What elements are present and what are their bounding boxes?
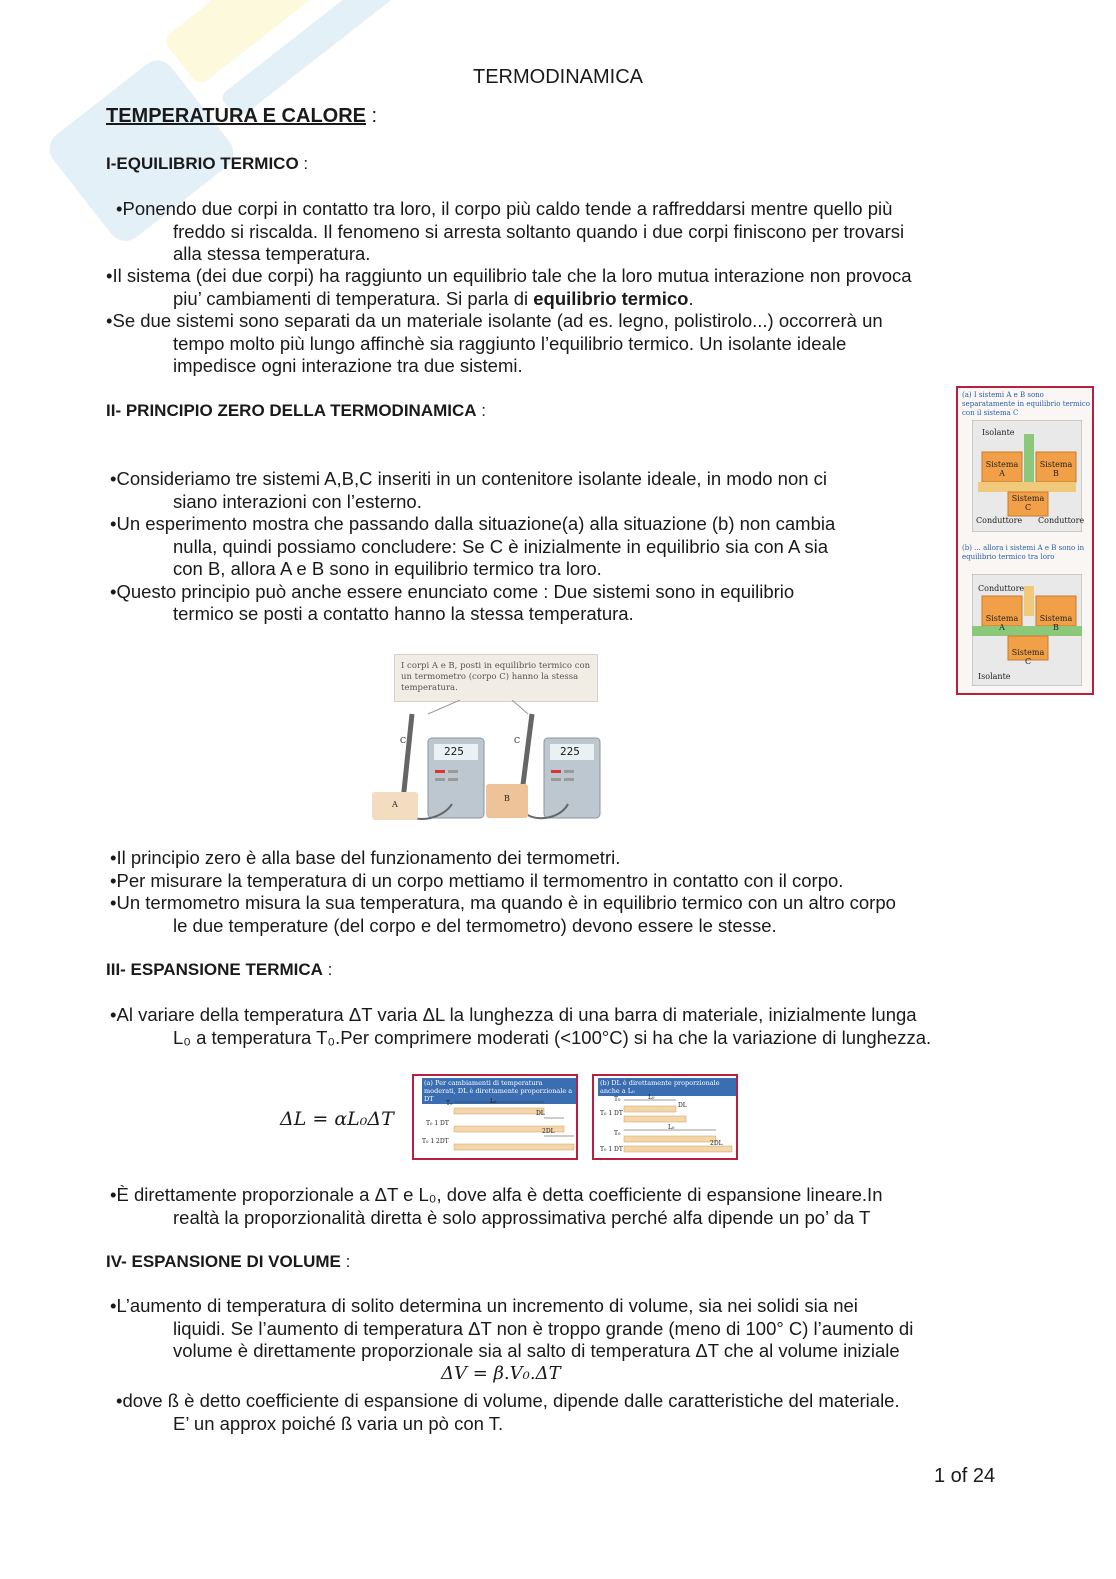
- bullet-line: alla stessa temperatura.: [173, 243, 371, 264]
- label-conduttore-right: Conduttore: [1038, 516, 1085, 525]
- section-heading-colon: :: [476, 401, 486, 420]
- bars-b-label-t0-dt-2: T₀ 1 DT: [600, 1146, 623, 1153]
- bullet-line: liquidi. Se l’aumento di temperatura ΔT non è troppo grande (meno di 100° C) l’aumento di: [173, 1317, 914, 1339]
- section-heading-text: IV- ESPANSIONE DI VOLUME: [106, 1252, 341, 1271]
- bullet-line: le due temperature (del corpo e del termometro) devono essere le stesse.: [173, 914, 777, 936]
- bullet-line: •Il sistema (dei due corpi) ha raggiunto un equilibrio tale che la loro mutua interazione non provoca: [106, 265, 912, 286]
- bars-label-t0-2dt: T₀ 1 2DT: [422, 1138, 449, 1145]
- label-conduttore-b: Conduttore: [978, 584, 1025, 593]
- text-span: .: [688, 287, 694, 309]
- bars-b-label-2dl: 2DL: [710, 1140, 723, 1147]
- formula-linear-expansion: ΔL = αL₀ΔT: [280, 1108, 394, 1130]
- figure-caption-b: (b) ... allora i sistemi A e B sono in equilibrio termico tra loro: [962, 544, 1085, 561]
- bars-b-label-dl: DL: [678, 1102, 687, 1109]
- label-sistema-a: Sistema A: [985, 460, 1019, 478]
- section-heading-colon: :: [298, 154, 309, 173]
- bullet-line: •Un termometro misura la sua temperatura, ma quando è in equilibrio termico con un altro corpo: [110, 892, 896, 913]
- section2-paragraphs: [110, 468, 940, 626]
- bars-label-2dl: 2DL: [542, 1128, 555, 1135]
- page-number: 1 of 24: [934, 1465, 996, 1487]
- label-sistema-b: Sistema B: [1039, 460, 1073, 478]
- bars-caption-b: (b) DL è direttamente proporzionale anche a L₀: [598, 1078, 736, 1096]
- bullet-line: nulla, quindi possiamo concludere: Se C è inizialmente in equilibrio sia con A sia: [173, 535, 829, 557]
- section-heading-text: I-EQUILIBRIO TERMICO: [106, 154, 299, 173]
- bullet-line: •Ponendo due corpi in contatto tra loro, il corpo più caldo tende a raffreddarsi mentre quello più: [116, 198, 893, 219]
- bars-b-label-t0-2: T₀: [614, 1130, 621, 1137]
- bullet-line: tempo molto più lungo affinchè sia raggiunto l’equilibrio termico. Un isolante ideale: [173, 332, 847, 354]
- bars-caption-a: (a) Per cambiamenti di temperatura moderati, DL è direttamente proporzionale a DT: [422, 1078, 576, 1104]
- section2-paragraphs-2: [110, 847, 1010, 937]
- bullet-line: volume è direttamente proporzionale sia al salto di temperatura ΔT che al volume iniziale: [173, 1340, 900, 1361]
- section4-paragraphs: [110, 1295, 1010, 1363]
- section-heading-colon: :: [322, 960, 333, 979]
- label-isolante: Isolante: [982, 428, 1015, 437]
- bullet-line: L₀ a temperatura T₀.Per comprimere moderati (<100°C) si ha che la variazione di lunghezza.: [173, 1026, 932, 1048]
- bullet-line: con B, allora A e B sono in equilibrio termico tra loro.: [173, 558, 602, 579]
- bullet-line: •Il principio zero è alla base del funzionamento dei termometri.: [110, 847, 621, 868]
- thermometer-caption: I corpi A e B, posti in equilibrio termico con un termometro (corpo C) hanno la stessa temperatura.: [401, 661, 591, 693]
- section3-paragraphs: [110, 1004, 1010, 1049]
- probe-label-left: C: [400, 736, 407, 745]
- bars-b-label-l0: L₀: [648, 1094, 655, 1101]
- bullet-line: •Questo principio può anche essere enunciato come : Due sistemi sono in equilibrio: [110, 580, 795, 602]
- bars-label-l0: L₀: [490, 1098, 497, 1105]
- probe-label-right: C: [514, 736, 521, 745]
- section-heading-equilibrio: [106, 154, 308, 174]
- text-span: piu’ cambiamenti di temperatura. Si parla di: [173, 287, 534, 309]
- bullet-line: siano interazioni con l’esterno.: [173, 490, 422, 512]
- main-heading: [106, 105, 377, 128]
- thermometer-reading-left: 225: [444, 745, 464, 758]
- main-heading-text: TEMPERATURA E CALORE: [106, 105, 366, 127]
- label-sistema-b-b: Sistema B: [1039, 614, 1073, 632]
- bullet-line: •Consideriamo tre sistemi A,B,C inseriti in un contenitore isolante ideale, in modo non ci: [110, 468, 828, 489]
- section-heading-principio-zero: [106, 401, 486, 421]
- thermometer-reading-right: 225: [560, 745, 580, 758]
- bars-b-label-t0: T₀: [614, 1096, 621, 1103]
- bold-term: equilibrio termico: [533, 287, 689, 309]
- section-heading-espansione-volume: [106, 1252, 350, 1272]
- thermometer-caption-box: [394, 654, 598, 702]
- main-heading-colon: :: [366, 105, 378, 127]
- bullet-line: •È direttamente proporzionale a ΔT e L₀, dove alfa è detta coefficiente di espansione lineare.In: [110, 1184, 883, 1205]
- figure-caption-a: (a) I sistemi A e B sono separatamente in equilibrio termico con il sistema C: [962, 391, 1091, 417]
- bullet-line: •dove ß è detto coefficiente di espansione di volume, dipende dalle caratteristiche del materiale.: [116, 1390, 900, 1411]
- section4-paragraphs-2: [116, 1390, 1016, 1435]
- bars-drawing-a: [414, 1098, 576, 1156]
- document-title: TERMODINAMICA: [473, 66, 643, 88]
- bars-label-dl: DL: [536, 1110, 545, 1117]
- label-conduttore-left: Conduttore: [976, 516, 1023, 525]
- thermometer-drawing: [372, 700, 604, 822]
- bullet-line: •Al variare della temperatura ΔT varia ΔL la lunghezza di una barra di materiale, inizialmente lunga: [110, 1004, 917, 1025]
- section1-paragraphs: [116, 198, 1016, 266]
- bullet-line: E’ un approx poiché ß varia un pò con T.: [173, 1412, 504, 1434]
- bullet-line: •Un esperimento mostra che passando dalla situazione(a) alla situazione (b) non cambia: [110, 513, 836, 534]
- label-sistema-c: Sistema C: [1011, 494, 1045, 512]
- body-label-a: A: [392, 800, 398, 809]
- label-isolante-b: Isolante: [978, 672, 1011, 681]
- label-sistema-c-b: Sistema C: [1011, 648, 1045, 666]
- section3-paragraphs-2: [110, 1184, 1010, 1229]
- bullet-line: impedisce ogni interazione tra due sistemi.: [173, 355, 523, 376]
- bars-label-t0: T₀: [446, 1100, 453, 1107]
- bullet-line: freddo si riscalda. Il fenomeno si arresta soltanto quando i due corpi finiscono per trovarsi: [173, 220, 905, 242]
- bullet-line: realtà la proporzionalità diretta è solo approssimativa perché alfa dipende un po’ da T: [173, 1206, 871, 1228]
- bullet-line: [106, 288, 1016, 311]
- figure-bars-b: [592, 1074, 738, 1160]
- bars-label-t0-dt: T₀ 1 DT: [426, 1120, 449, 1127]
- figure-bars-a: [412, 1074, 578, 1160]
- section1-paragraphs-2: [106, 265, 1016, 378]
- section-heading-text: II- PRINCIPIO ZERO DELLA TERMODINAMICA: [106, 401, 477, 420]
- body-label-b: B: [504, 794, 510, 803]
- bars-b-label-l0-2: L₀: [668, 1124, 675, 1131]
- formula-volume-expansion: ΔV = β.V₀.ΔT: [441, 1363, 561, 1384]
- figure-thermometers: [372, 652, 604, 822]
- bullet-line: •L’aumento di temperatura di solito determina un incremento di volume, sia nei solidi sia nei: [110, 1295, 858, 1316]
- figure-systems-equilibrium: [956, 386, 1094, 695]
- label-sistema-a-b: Sistema A: [985, 614, 1019, 632]
- section-heading-espansione-termica: [106, 960, 332, 980]
- section-heading-colon: :: [340, 1252, 351, 1271]
- bullet-line: termico se posti a contatto hanno la stessa temperatura.: [173, 603, 634, 624]
- bars-b-label-t0-dt: T₀ 1 DT: [600, 1110, 623, 1117]
- section-heading-text: III- ESPANSIONE TERMICA: [106, 960, 323, 979]
- bullet-line: •Se due sistemi sono separati da un materiale isolante (ad es. legno, polistirolo...) occorrerà un: [106, 310, 883, 331]
- bullet-line: •Per misurare la temperatura di un corpo mettiamo il termomentro in contatto con il corpo.: [110, 869, 844, 891]
